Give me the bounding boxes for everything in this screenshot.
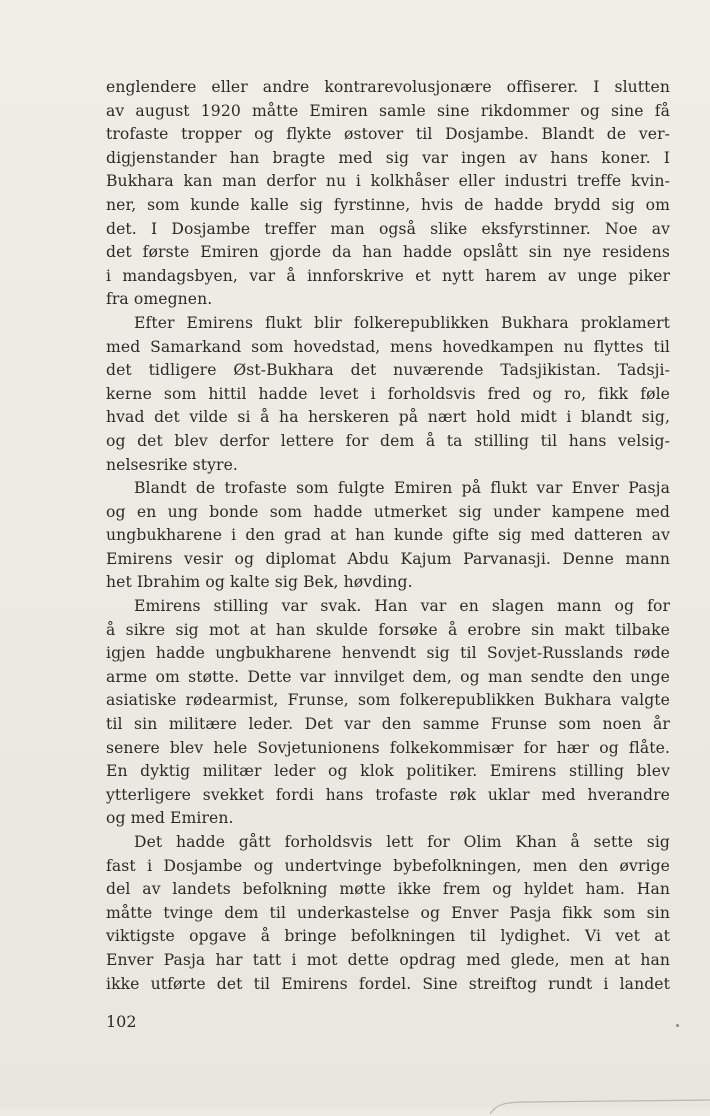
text-line: og en ung bonde som hadde utmerket sig under kampene med	[106, 502, 670, 521]
page-curl-line	[486, 1086, 710, 1116]
text-line: del av landets befolkning møtte ikke frem og hyldet ham. Han	[106, 880, 670, 899]
text-line: viktigste opgave å bringe befolkningen til lydighet. Vi vet at	[106, 927, 670, 946]
text-line: kerne som hittil hadde levet i forholdsvis fred og ro, fikk føle	[106, 384, 670, 403]
text-line: med Samarkand som hovedstad, mens hovedkampen nu flyttes til	[106, 337, 670, 356]
text-line: Emirens vesir og diplomat Abdu Kajum Parvanasji. Denne mann	[106, 549, 670, 568]
text-line: englendere eller andre kontrarevolusjonære offiserer. I slutten	[106, 78, 670, 96]
text-line: nelsesrike styre.	[106, 455, 238, 474]
text-line: det. I Dosjambe treffer man også slike eksfyrstinner. Noe av	[106, 219, 670, 238]
text-line: i mandagsbyen, var å innforskrive et nytt harem av unge piker	[106, 266, 670, 285]
text-line: Efter Emirens flukt blir folkerepublikken Bukhara proklamert	[134, 313, 670, 332]
text-line: igjen hadde ungbukharene henvendt sig til Sovjet-Russlands røde	[106, 644, 670, 663]
text-line: av august 1920 måtte Emiren samle sine rikdommer og sine få	[106, 101, 670, 120]
text-line: det første Emiren gjorde da han hadde opslått sin nye residens	[106, 243, 670, 262]
text-line: ungbukharene i den grad at han kunde gifte sig med datteren av	[106, 526, 670, 545]
text-line: asiatiske rødearmist, Frunse, som folkerepublikken Bukhara valgte	[106, 691, 670, 710]
text-line: fra omegnen.	[106, 290, 213, 309]
ink-speck	[676, 1024, 679, 1027]
text-line: til sin militære leder. Det var den samme Frunse som noen år	[106, 715, 670, 734]
text-line: digjenstander han bragte med sig var ingen av hans koner. I	[106, 148, 670, 167]
text-line: Emirens stilling var svak. Han var en slagen mann og for	[134, 597, 670, 616]
text-line: En dyktig militær leder og klok politiker. Emirens stilling blev	[106, 762, 670, 781]
text-line: arme om støtte. Dette var innvilget dem, og man sendte den unge	[106, 667, 670, 686]
text-line: måtte tvinge dem til underkastelse og Enver Pasja fikk som sin	[106, 903, 670, 922]
text-line: Enver Pasja har tatt i mot dette opdrag med glede, men at han	[106, 950, 670, 969]
text-line: ytterligere svekket fordi hans trofaste røk uklar med hverandre	[106, 785, 670, 804]
text-line: Bukhara kan man derfor nu i kolkhåser eller industri treffe kvin-	[106, 172, 670, 191]
text-line: senere blev hele Sovjetunionens folkekommisær for hær og flåte.	[106, 738, 670, 757]
text-line: og det blev derfor lettere for dem å ta stilling til hans velsig-	[106, 431, 670, 450]
text-line: ner, som kunde kalle sig fyrstinne, hvis de hadde brydd sig om	[106, 195, 670, 214]
page-number: 102	[106, 1012, 137, 1031]
text-line: Det hadde gått forholdsvis lett for Olim Khan å sette sig	[134, 833, 670, 851]
text-line: trofaste tropper og flykte østover til Dosjambe. Blandt de ver-	[106, 125, 670, 144]
text-line: hvad det vilde si å ha herskeren på nært hold midt i blandt sig,	[106, 408, 670, 427]
text-line: het Ibrahim og kalte sig Bek, høvding.	[106, 573, 413, 592]
text-line: ikke utførte det til Emirens fordel. Sine streiftog rundt i landet	[106, 974, 670, 993]
text-line: og med Emiren.	[106, 809, 234, 828]
body-text	[106, 76, 670, 996]
text-line: Blandt de trofaste som fulgte Emiren på flukt var Enver Pasja	[134, 479, 670, 498]
text-line: det tidligere Øst-Bukhara det nuværende Tadsjikistan. Tadsji-	[106, 361, 670, 380]
text-line: fast i Dosjambe og undertvinge bybefolkningen, men den øvrige	[106, 856, 670, 875]
text-line: å sikre sig mot at han skulde forsøke å erobre sin makt tilbake	[106, 620, 670, 639]
